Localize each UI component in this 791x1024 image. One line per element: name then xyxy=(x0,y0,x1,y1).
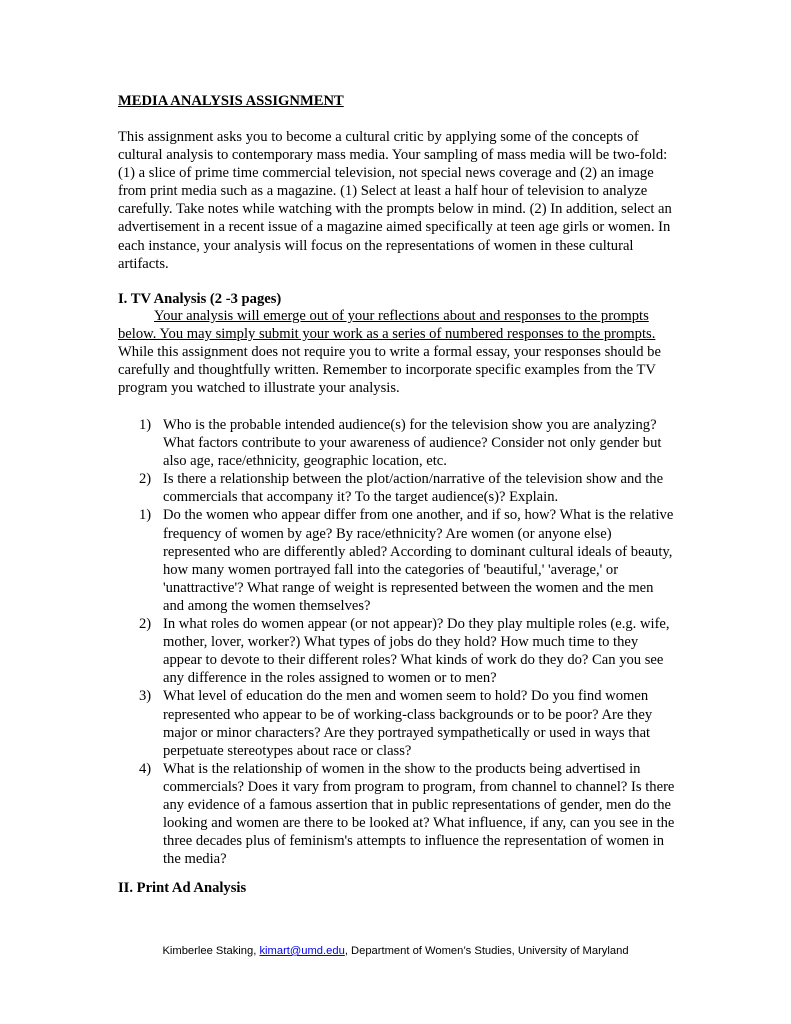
list-item-text: What level of education do the men and women seem to hold? Do you find women represented who appear to be of working-class backgrounds or to be poor? Are they major or minor characters? Are they portrayed sympathetically or used in ways that perpetuate stereotypes about race or class? xyxy=(163,688,653,759)
list-item xyxy=(118,615,678,687)
footer-author: Kimberlee Staking, xyxy=(162,945,260,957)
list-item-text: Is there a relationship between the plot/action/narrative of the television show and the commercials that accompany it? To the target audience(s)? Explain. xyxy=(163,471,664,506)
tv-analysis-paragraph xyxy=(118,307,678,397)
list-item-text: What is the relationship of women in the show to the products being advertised in commercials? Does it vary from program to program, from channel to channel? Is there any evidence of a famous assertion that in public representations of gender, men do the looking and women are there to be looked at? What influence, if any, can you see in the three decades plus of feminism's attempts to influence the representation of women in the media? xyxy=(163,760,675,868)
tv-analysis-underlined-text: Your analysis will emerge out of your reflections about and responses to the prompts below. You may simply submit your work as a series of numbered responses to the prompts. xyxy=(118,308,656,343)
footer-department: , Department of Women’s Studies, University of Maryland xyxy=(344,945,629,957)
list-item-number: 1) xyxy=(139,507,152,524)
page-footer xyxy=(0,944,791,958)
list-item xyxy=(118,506,678,615)
list-item-number: 3) xyxy=(139,688,152,705)
list-item xyxy=(118,760,678,869)
list-item xyxy=(118,687,678,759)
list-item-number: 2) xyxy=(139,471,152,488)
list-item-text: Who is the probable intended audience(s) for the television show you are analyzing? What factors contribute to your awareness of audience? Consider not only gender but also age, race/ethnicity, geographic location, etc. xyxy=(163,417,662,470)
tv-analysis-text: While this assignment does not require you to write a formal essay, your responses should be carefully and thoughtfully written. Remember to incorporate specific examples from the TV program you watched to illustrate your analysis. xyxy=(118,344,661,397)
list-item xyxy=(118,470,678,506)
list-item-number: 1) xyxy=(139,417,152,433)
list-item-text: Do the women who appear differ from one another, and if so, how? What is the relative frequency of women by age? By race/ethnicity? Are women (or anyone else) represented who are differently abled? According to dominant cultural ideals of beauty, how many women portrayed fall into the categories of 'beautiful,' 'average,' or 'unattractive'? What range of weight is represented between the women and the men and among the women themselves? xyxy=(163,507,674,614)
list-item-text: In what roles do women appear (or not appear)? Do they play multiple roles (e.g. wife, mother, lover, worker?) What types of jobs do they hold? How much time to they appear to devote to their different roles? What kinds of work do they do? Can you see any difference in the roles assigned to women or to men? xyxy=(163,616,670,687)
assignment-title: MEDIA ANALYSIS ASSIGNMENT xyxy=(118,93,344,109)
section-heading-print-ad: II. Print Ad Analysis xyxy=(118,880,247,896)
list-item-number: 2) xyxy=(139,616,152,633)
list-item xyxy=(118,416,678,470)
intro-paragraph: This assignment asks you to become a cultural critic by applying some of the concepts of cultural analysis to contemporary mass media. Your sampling of mass media will be two-fold: (1) a slice of prime time commercial television, not special news coverage and (2) an image from print media such as a magazine. (1) Select at least a half hour of television to analyze carefully. Take notes while watching with the prompts below in mind. (2) In addition, select an advertisement in a recent issue of a magazine aimed specifically at teen age girls or women. In each instance, your analysis will focus on the representations of women in these cultural artifacts. xyxy=(118,129,672,272)
list-item-number: 4) xyxy=(139,760,152,777)
prompt-list xyxy=(118,416,678,868)
section-heading-tv-analysis: I. TV Analysis (2 -3 pages) xyxy=(118,291,282,307)
footer-email-link[interactable]: kimart@umd.edu xyxy=(259,945,345,957)
